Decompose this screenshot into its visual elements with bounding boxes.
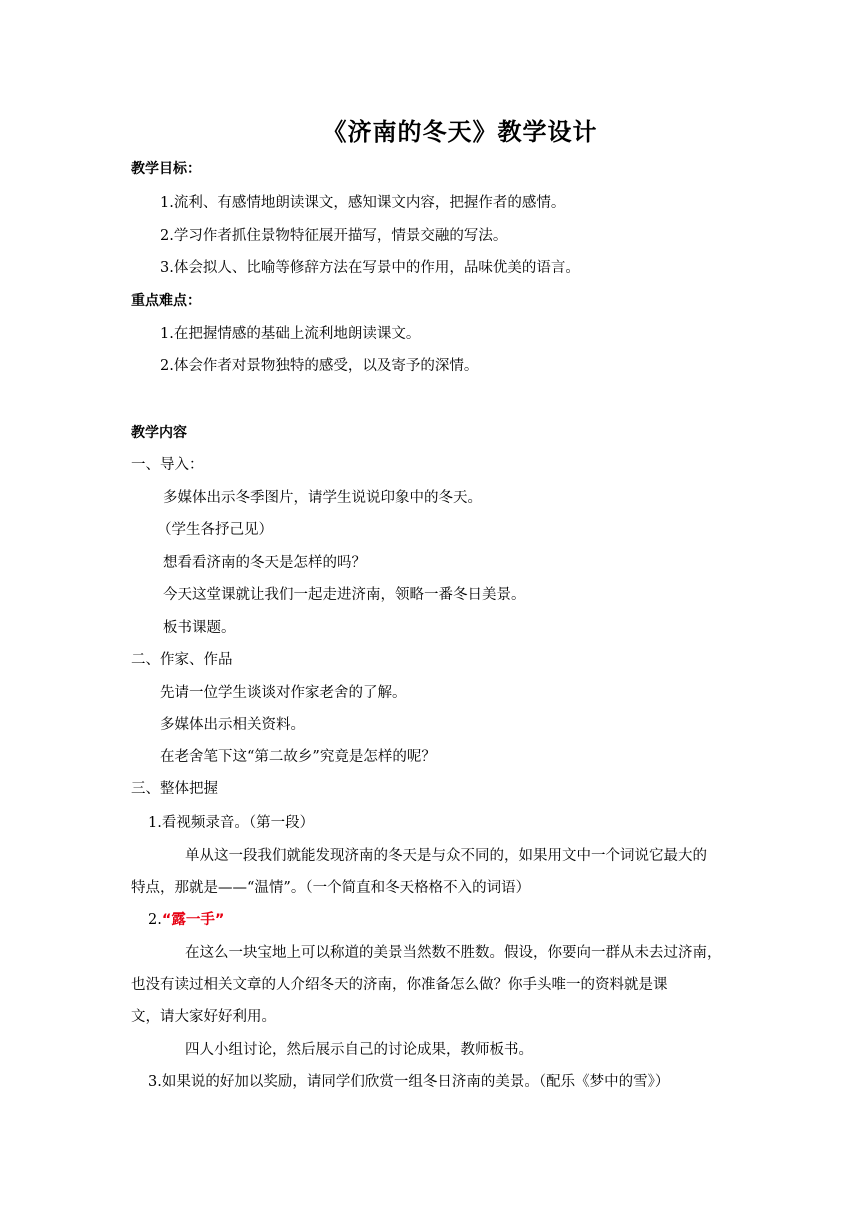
part3-item-3: 3.如果说的好加以奖励，请同学们欣赏一组冬日济南的美景。（配乐《梦中的雪》） [148,1074,670,1090]
part3-item-2-paragraph: 文，请大家好好利用。 [131,1009,276,1025]
content-heading: 教学内容 [131,425,187,441]
part3-item-2-number: 2. [148,912,162,928]
goal-item: 2.学习作者抓住景物特征展开描写，情景交融的写法。 [160,228,508,244]
part3-item-2-paragraph: 也没有读过相关文章的人介绍冬天的济南，你准备怎么做？你手头唯一的资料就是课 [131,977,668,993]
goals-heading: 教学目标： [131,161,201,177]
part2-line: 多媒体出示相关资料。 [160,717,305,733]
part1-line: （学生各抒己见） [157,522,273,538]
part1-line: 今天这堂课就让我们一起走进济南，领略一番冬日美景。 [163,587,526,603]
document-title: 《济南的冬天》教学设计 [322,118,598,146]
part3-item-2-paragraph: 在这么一块宝地上可以称道的美景当然数不胜数。假设，你要向一群从未去过济南， [185,945,722,961]
key-points-heading: 重点难点： [131,293,201,309]
key-point-item: 2.体会作者对景物独特的感受，以及寄予的深情。 [160,358,479,374]
part3-item-1: 1.看视频录音。（第一段） [148,815,315,831]
part1-line: 多媒体出示冬季图片，请学生说说印象中的冬天。 [163,490,482,506]
part3-item-1-paragraph: 单从这一段我们就能发现济南的冬天是与众不同的，如果用文中一个词说它最大的 [185,848,707,864]
part3-heading: 三、整体把握 [131,781,218,797]
part2-heading: 二、作家、作品 [131,652,233,668]
part1-heading: 一、导入： [131,457,204,473]
part1-line: 板书课题。 [163,620,236,636]
part3-item-2-paragraph: 四人小组讨论，然后展示自己的讨论成果，教师板书。 [185,1042,533,1058]
part3-item-1-paragraph: 特点，那就是——“温情”。（一个简直和冬天格格不入的词语） [131,880,531,896]
part2-line: 在老舍笔下这“第二故乡”究竟是怎样的呢？ [160,749,436,765]
part3-item-2-label: “露一手” [161,912,225,928]
goal-item: 3.体会拟人、比喻等修辞方法在写景中的作用，品味优美的语言。 [160,260,580,276]
part3-item-2 [148,910,224,930]
part2-line: 先请一位学生谈谈对作家老舍的了解。 [160,685,407,701]
part1-line: 想看看济南的冬天是怎样的吗？ [163,555,366,571]
key-point-item: 1.在把握情感的基础上流利地朗读课文。 [160,326,421,342]
goal-item: 1.流利、有感情地朗读课文，感知课文内容，把握作者的感情。 [160,195,566,211]
